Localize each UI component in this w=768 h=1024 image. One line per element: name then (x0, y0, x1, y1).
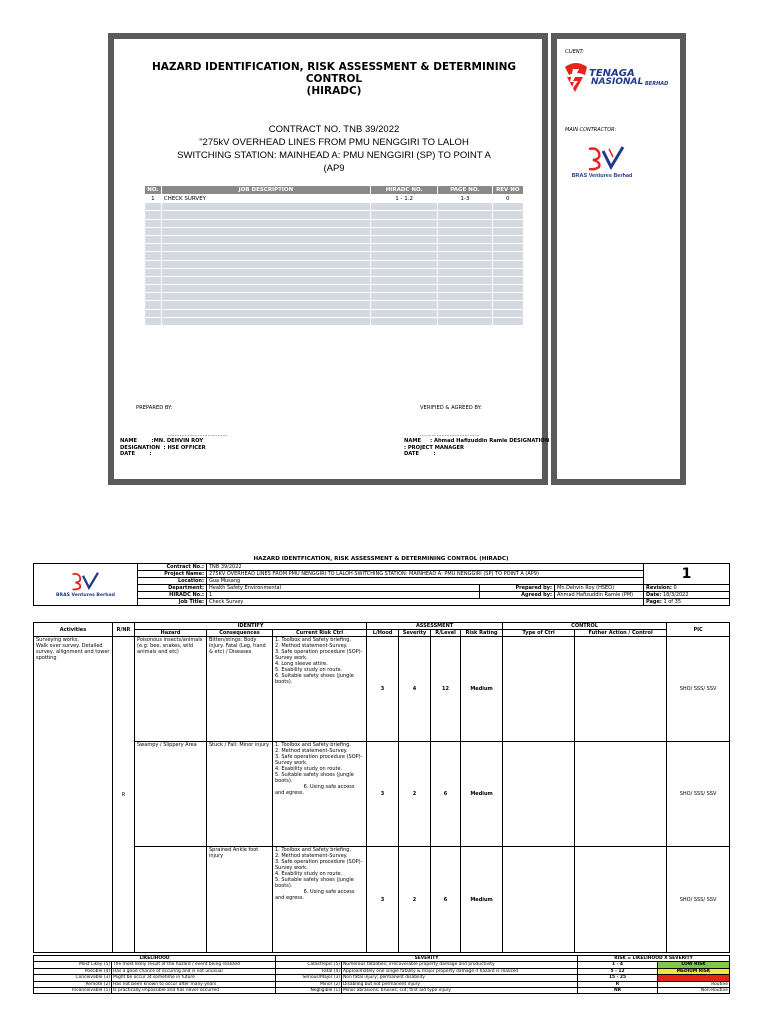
field-label: Date: (646, 592, 662, 598)
cell (161, 219, 370, 227)
rlevel-cell: 12 (431, 637, 461, 742)
cell (438, 317, 492, 325)
cell (371, 301, 438, 309)
severity-desc: Minor abrasions; bruises; cut; first aid type injury (342, 988, 578, 994)
col-header: PAGE NO. (438, 186, 492, 195)
signature-line: .................................... (420, 432, 480, 438)
cell (145, 293, 162, 301)
cover-title (134, 61, 534, 97)
cell (161, 211, 370, 219)
cell (161, 276, 370, 284)
lhood-cell: 3 (367, 742, 399, 847)
legend-header: SEVERITY (276, 956, 578, 962)
field-label: Page: (646, 599, 662, 605)
severity-desc: Non fatal injury; permanent disability (342, 975, 578, 981)
cell: 1 - 1.2 (371, 195, 438, 203)
field-label: HIRADC No.: (138, 592, 207, 599)
signature-line: .................................... (168, 432, 228, 438)
cell (161, 203, 370, 211)
cell (438, 227, 492, 235)
likelihood-name: Inconceivable (1) (34, 988, 112, 994)
hiradc-value: 1 (207, 592, 480, 599)
cell: 1 (145, 195, 162, 203)
hiradc-title: HAZARD IDENTFICATION, RISK ASSESSMENT & DETERMINING CONTROL (HIRADC) (253, 556, 509, 562)
likelihood-name: Conceivable (3) (34, 975, 112, 981)
jobtitle-value: Check Survey (207, 599, 644, 606)
contract-line: CONTRACT NO. TNB 39/2022 (268, 124, 400, 135)
col-header: REV NO (492, 186, 523, 195)
table-row (34, 637, 730, 742)
further-action-cell (575, 637, 667, 742)
severity-cell: 2 (399, 742, 431, 847)
cell (492, 235, 523, 243)
rating-cell: Medium (461, 847, 503, 953)
cell (145, 260, 162, 268)
cell (145, 211, 162, 219)
severity-cell: 2 (399, 847, 431, 953)
cell (438, 252, 492, 260)
date-value: 18/3/2022 (662, 592, 689, 598)
client-name: NASIONAL (591, 77, 644, 87)
activity-cell: Surveying works. Walk over survey. Detailed survey, allignment and tower spotting (34, 637, 113, 953)
cell (371, 219, 438, 227)
controls-cell: 1. Toolbox and Safety briefing. 2. Method statement-Survey. 3. Safe operation procedure (SOP)-Survey work. 4. Esability study on route. 5. Suitable safety shoes (jungle boots). 6. Using safe access and egress. (273, 742, 367, 847)
group-header: CONTROL (503, 623, 667, 630)
cell (161, 268, 370, 276)
field-label: Project Name: (138, 571, 207, 578)
contractor-label: MAIN CONTRACTOR: (565, 127, 617, 133)
contract-line: (AP9 (323, 163, 345, 174)
hazard-cell: Poisonous insects/animals (e.g: bee, snakes, wild animals and etc) (135, 637, 207, 742)
location-value: Gua Musang (207, 578, 644, 585)
cell (371, 309, 438, 317)
col-header: JOB DESCRIPTION (161, 186, 370, 195)
pic-cell: SHO/ SSS/ SSV (667, 742, 730, 847)
cell (145, 317, 162, 325)
likelihood-name: Remote (2) (34, 981, 112, 987)
tnb-logo (561, 61, 685, 95)
likelihood-name: Possible (4) (34, 968, 112, 974)
department-value: Health Safety Environmental (207, 585, 480, 592)
cover-title-line: CONTROL (305, 73, 363, 85)
field-label: Prepared by: (480, 585, 555, 592)
risk-label: HIGH RISK (658, 975, 730, 981)
tnb-logo-icon (561, 61, 591, 93)
severity-desc: Disabling but not permanent injury (342, 981, 578, 987)
cell (145, 276, 162, 284)
cell (438, 211, 492, 219)
table-row (145, 276, 524, 284)
risk-legend-table (33, 955, 730, 994)
col-header: Risk Rating (461, 630, 503, 637)
cell (492, 252, 523, 260)
further-action-cell (575, 742, 667, 847)
risk-label: Non-Routine (658, 988, 730, 994)
type-ctrl-cell (503, 637, 575, 742)
cell (438, 309, 492, 317)
cell (161, 244, 370, 252)
risk-label: MEDIUM RISK (658, 968, 730, 974)
severity-cell: 4 (399, 637, 431, 742)
cell (145, 244, 162, 252)
cell (145, 227, 162, 235)
table-row (145, 235, 524, 243)
cell (145, 252, 162, 260)
severity-desc: Approximately one single fatality & major property damage if hazard is realized (342, 968, 578, 974)
col-header: Type of Ctrl (503, 630, 575, 637)
verifier-details: NAME : Ahmad Hafizuddin Ramle DESIGNATION : PROJECT MANAGER DATE : (404, 438, 550, 458)
cell (492, 276, 523, 284)
cell (371, 317, 438, 325)
likelihood-name: Most Likey (5) (34, 962, 112, 968)
prepared-by-label: PREPARED BY: (136, 405, 173, 411)
cell (145, 301, 162, 309)
consequence-cell: Bitten/stings: Body injury. Fatal (Leg, hand & etc) / Diseases (207, 637, 273, 742)
col-header: Futher Action / Control (575, 630, 667, 637)
client-label: CLIENT: (565, 49, 584, 55)
agreed-value: Ahmad Hafizuddin Ramle (PM) (555, 592, 644, 599)
rating-cell: Medium (461, 742, 503, 847)
verified-by-label: VERIFIED & AGREED BY: (420, 405, 482, 411)
risk-label: Routine (658, 981, 730, 987)
legend-row (34, 975, 730, 981)
cell (145, 203, 162, 211)
table-row (145, 293, 524, 301)
cell (438, 219, 492, 227)
cell (371, 268, 438, 276)
cell (161, 235, 370, 243)
preparer-details: NAME :MN. DEHVIN ROY DESIGNATION : HSE OFFICER DATE : (120, 438, 206, 458)
cell (145, 235, 162, 243)
risk-range: NR (578, 988, 658, 994)
cover-contract (134, 123, 534, 175)
cell (438, 285, 492, 293)
field-label: Location: (138, 578, 207, 585)
cell (438, 235, 492, 243)
further-action-cell (575, 847, 667, 953)
cell (371, 252, 438, 260)
cell (371, 203, 438, 211)
col-header: L/Hood (367, 630, 399, 637)
cell (161, 293, 370, 301)
cover-page (108, 33, 548, 485)
cell (371, 285, 438, 293)
cell (492, 317, 523, 325)
controls-cell: 1. Toolbox and Safety briefing. 2. Method statement-Survey. 3. Safe operation procedure (SOP)-Survey work. 4. Esability study on route. 5. Suitable safety shoes (jungle boots). 6. Using safe access and egress. (273, 847, 367, 953)
cell (438, 244, 492, 252)
col-header: Current Risk Ctrl (273, 630, 367, 637)
cell (145, 219, 162, 227)
table-row (145, 227, 524, 235)
severity-name: Catastropic (5) (276, 962, 342, 968)
likelihood-desc: Has a good chance of occuring and is not unusual (112, 968, 276, 974)
logo-text: BRAS Ventures Berhad (56, 592, 115, 598)
bras-logo-icon (71, 571, 101, 591)
cell (371, 227, 438, 235)
col-header: Severity (399, 630, 431, 637)
controls-cell: 1. Toolbox and Safety briefing. 2. Method statement-Survey. 3. Safe operation procedure (SOP)-Survey work. 4. Long sleeve attire. 5. Esability study on route. 6. Suitable safety shoes (jungle boots). (273, 637, 367, 742)
field-label: Agreed by: (480, 592, 555, 599)
cell (492, 227, 523, 235)
severity-name: Negligible (1) (276, 988, 342, 994)
col-header: HIRADC NO. (371, 186, 438, 195)
risk-range: 1 - 4 (578, 962, 658, 968)
col-header: R/NR (113, 623, 135, 637)
rlevel-cell: 6 (431, 742, 461, 847)
page-value: 1 of 35 (663, 599, 682, 605)
cell (492, 301, 523, 309)
table-row (145, 203, 524, 211)
col-header: Hazard (135, 630, 207, 637)
cell (161, 260, 370, 268)
group-header: ASSESSMENT (367, 623, 503, 630)
risk-range: 5 - 12 (578, 968, 658, 974)
table-row (34, 742, 730, 847)
contractor-name: BRAS Ventures Berhad (571, 173, 633, 179)
cell (371, 235, 438, 243)
cell (161, 227, 370, 235)
cell (492, 309, 523, 317)
risk-range: R (578, 981, 658, 987)
table-row (34, 847, 730, 953)
contract-value: TNB 39/2022 (207, 564, 644, 571)
field-label: Contract No.: (138, 564, 207, 571)
type-ctrl-cell (503, 847, 575, 953)
contract-line: "275kV OVERHEAD LINES FROM PMU NENGGIRI TO LALOH (199, 137, 469, 148)
col-header: R/Level (431, 630, 461, 637)
field-label: Department: (138, 585, 207, 592)
cell (145, 268, 162, 276)
cell (145, 309, 162, 317)
table-row (145, 211, 524, 219)
legend-header: LIKELIHOOD (34, 956, 276, 962)
cell (492, 268, 523, 276)
lhood-cell: 3 (367, 847, 399, 953)
project-value: 275KV OVERHEAD LINES FROM PMU NENGGIRI TO LALOH SWITCHING STATION: MAINHEAD A: PMU NENGGIRI (SP) TO POINT A (AP9) (207, 571, 644, 578)
field-label: Job Title: (138, 599, 207, 606)
cell (371, 276, 438, 284)
table-row (145, 301, 524, 309)
cell (492, 219, 523, 227)
table-row (145, 244, 524, 252)
table-row (145, 252, 524, 260)
cell (371, 293, 438, 301)
legend-row (34, 988, 730, 994)
field-label: Revision: (646, 585, 672, 591)
legend-header: RISK = LIKELIHOOD X SEVERITY (578, 956, 730, 962)
cover-sidebar (551, 33, 686, 485)
client-name: TENAGA (589, 68, 635, 79)
contract-line: SWITCHING STATION: MAINHEAD A: PMU NENGGIRI (SP) TO POINT A (177, 150, 491, 161)
severity-name: Fatal (4) (276, 968, 342, 974)
type-ctrl-cell (503, 742, 575, 847)
cell (371, 244, 438, 252)
hiradc-risk-table (33, 622, 730, 953)
rating-cell: Medium (461, 637, 503, 742)
table-row (145, 309, 524, 317)
col-header: NO. (145, 186, 162, 195)
cell (438, 268, 492, 276)
consequence-cell: Stuck / Fall: Minor injury (207, 742, 273, 847)
likelihood-desc: Has not been known to occur after many years (112, 981, 276, 987)
col-header: Consequences (207, 630, 273, 637)
pic-cell: SHO/ SSS/ SSV (667, 637, 730, 742)
lhood-cell: 3 (367, 637, 399, 742)
group-header: IDENTIFY (135, 623, 367, 630)
table-row (145, 195, 524, 203)
logo-cell (34, 564, 138, 606)
risk-range: 15 - 25 (578, 975, 658, 981)
cell (161, 252, 370, 260)
table-row (145, 317, 524, 325)
cover-title-line: HAZARD IDENTIFICATION, RISK ASSESSMENT & DETERMINING (151, 61, 517, 73)
page-number: 1 (644, 564, 730, 585)
cell: 1-3 (438, 195, 492, 203)
cell (492, 203, 523, 211)
likelihood-desc: The most likely result of the hazard / event being realized (112, 962, 276, 968)
consequence-cell: Sprained Ankle foot injury (207, 847, 273, 953)
cell (492, 285, 523, 293)
pic-cell: SHO/ SSS/ SSV (667, 847, 730, 953)
revision-value: 0 (673, 585, 677, 591)
cell (438, 276, 492, 284)
likelihood-desc: Is practically impossible and has never occurred (112, 988, 276, 994)
client-name: BERHAD (645, 81, 669, 87)
rnr-cell: R (113, 637, 135, 953)
cell: 0 (492, 195, 523, 203)
rlevel-cell: 6 (431, 847, 461, 953)
cell (438, 293, 492, 301)
risk-label: LOW RISK (658, 962, 730, 968)
bras-logo-icon (587, 145, 627, 171)
hazard-cell: Swampy / Slippery Area (135, 742, 207, 847)
cell (161, 301, 370, 309)
bras-logo (567, 145, 677, 185)
cell (438, 203, 492, 211)
cell: CHECK SURVEY (161, 195, 370, 203)
severity-desc: Numerous fatalities; irrecoverable property damage and productivity (342, 962, 578, 968)
col-header: PIC (667, 623, 730, 637)
cell (161, 285, 370, 293)
cell (492, 211, 523, 219)
cell (371, 260, 438, 268)
table-row (145, 268, 524, 276)
table-row (145, 260, 524, 268)
severity-name: Minor (2) (276, 981, 342, 987)
cover-title-line: (HIRADC) (306, 85, 362, 97)
cell (371, 211, 438, 219)
table-row (145, 219, 524, 227)
cell (161, 309, 370, 317)
hiradc-header-table (33, 563, 730, 606)
table-row (145, 285, 524, 293)
severity-name: Serious/Major (3) (276, 975, 342, 981)
likelihood-desc: Might be occur at sometime in future (112, 975, 276, 981)
cell (145, 285, 162, 293)
prepared-value: Mn.Dehvin Roy (HSEO) (555, 585, 644, 592)
cell (438, 301, 492, 309)
cell (492, 260, 523, 268)
job-index-table (144, 185, 524, 326)
cell (492, 293, 523, 301)
col-header: Activities (34, 623, 113, 637)
cell (161, 317, 370, 325)
hazard-cell (135, 847, 207, 953)
cell (492, 244, 523, 252)
cell (438, 260, 492, 268)
